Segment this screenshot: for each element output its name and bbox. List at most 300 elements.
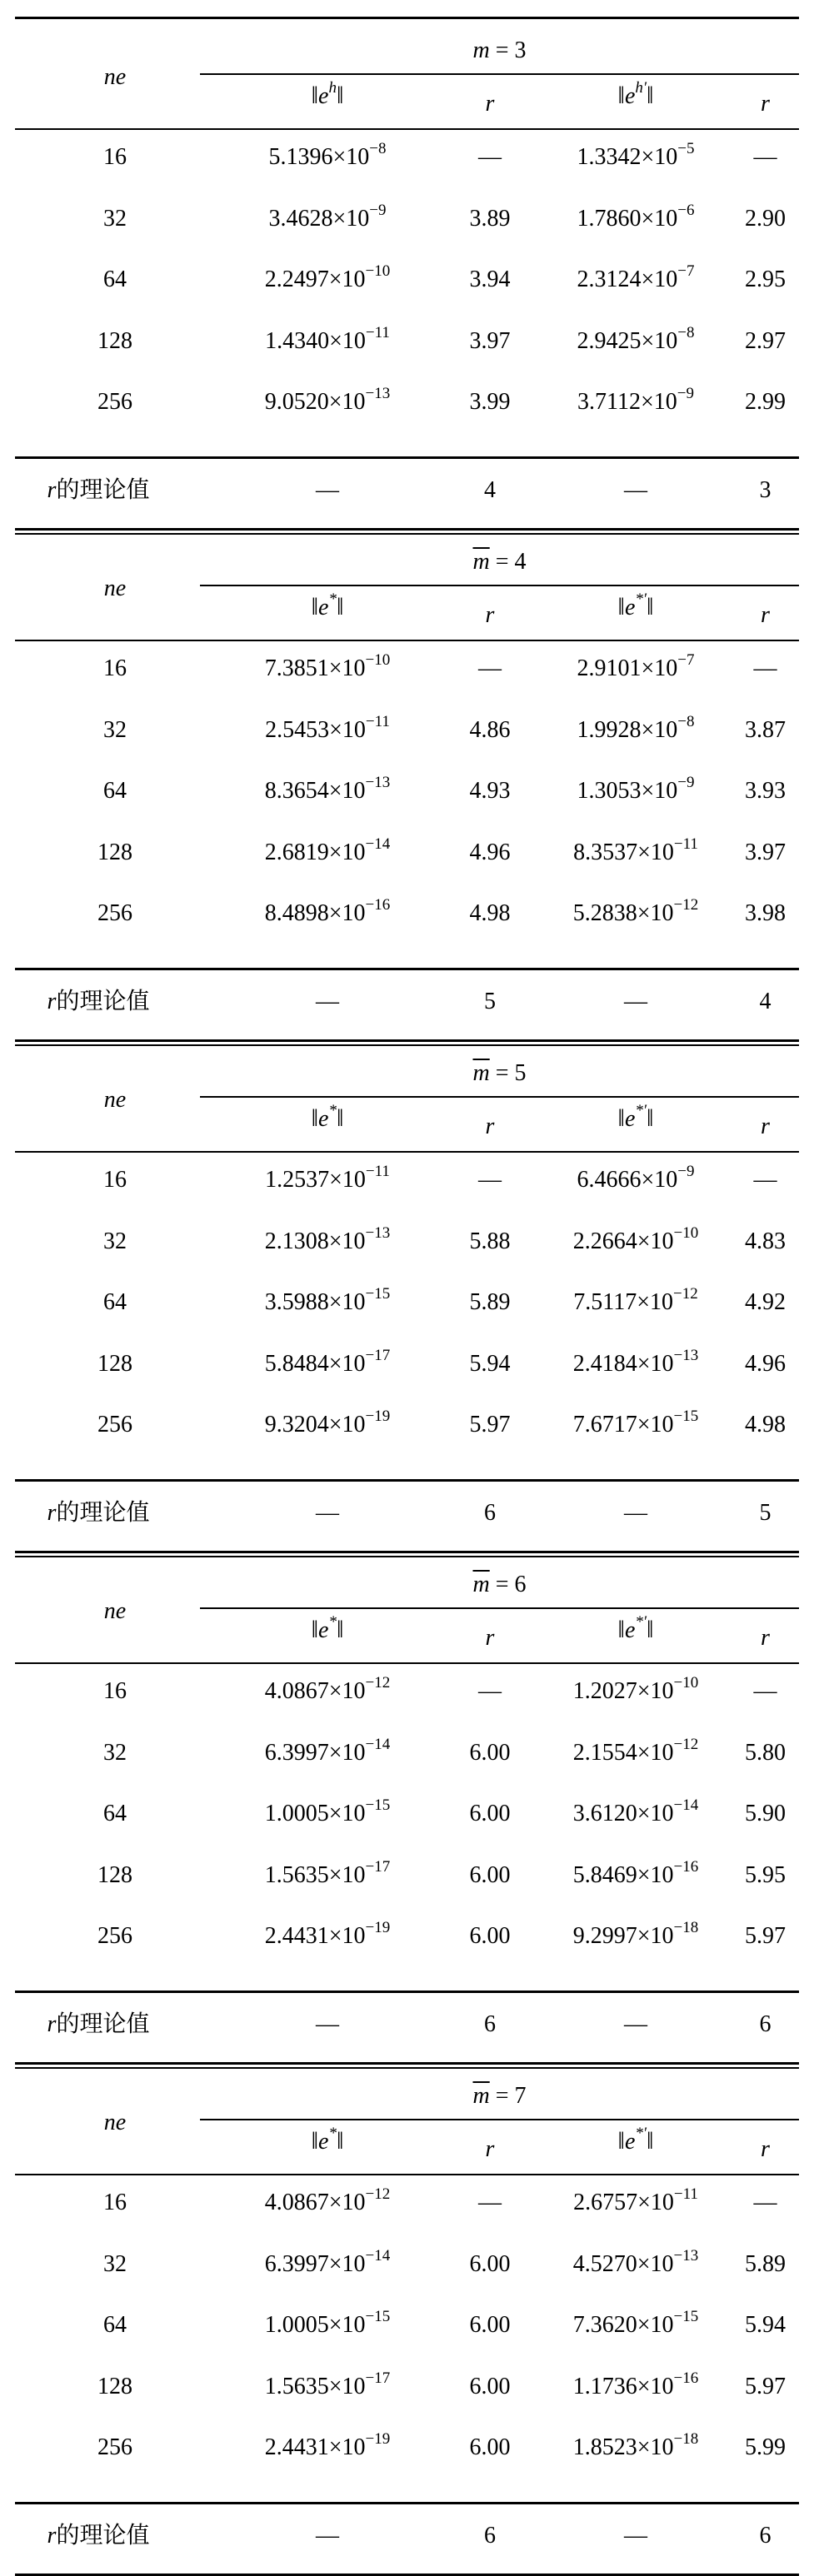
error-symbol: e (318, 595, 329, 620)
times-ten: ×10 (637, 1923, 674, 1949)
exponent: −16 (365, 896, 391, 914)
times-ten: ×10 (637, 1678, 674, 1704)
theory-text: 的理论值 (56, 1500, 150, 1526)
parameter-underline (200, 2119, 799, 2120)
times-ten: ×10 (332, 144, 370, 170)
derivative-error-value (540, 1408, 732, 1442)
mantissa: 2.3124 (577, 267, 642, 292)
mantissa: 4.5270 (572, 2250, 637, 2277)
exponent: −13 (673, 1346, 699, 1364)
mantissa: 6.3997 (264, 2250, 329, 2277)
rate-value: 6.00 (469, 2250, 511, 2277)
ne-value: 16 (103, 1167, 127, 1193)
table-block (15, 2062, 799, 2574)
error-superscript: h′ (635, 79, 647, 97)
rate-value-2: 2.99 (745, 389, 786, 415)
times-ten: ×10 (328, 2312, 366, 2338)
error-value (215, 201, 440, 236)
header-rule (15, 640, 799, 641)
parameter-header (200, 2082, 799, 2110)
theory-value-2: 6 (484, 2523, 496, 2549)
derivative-error-norm-header (540, 1104, 732, 1136)
times-ten: ×10 (640, 389, 677, 415)
error-symbol: e (624, 1617, 636, 1643)
error-superscript: *′ (635, 2125, 647, 2142)
rate-value: 4.86 (469, 716, 511, 743)
ne-value: 32 (103, 1739, 127, 1766)
times-ten: ×10 (641, 267, 678, 292)
error-value (215, 1285, 440, 1319)
rate-value-2: 2.90 (745, 205, 786, 232)
rate-header: r (485, 91, 495, 117)
exponent: −11 (673, 2185, 698, 2203)
mantissa: 3.6120 (572, 1801, 637, 1826)
rate-header: r (485, 1114, 495, 1139)
exponent: −18 (673, 1919, 699, 1936)
rate-value-2: 5.97 (745, 1923, 786, 1949)
exponent: −17 (365, 1857, 391, 1876)
mantissa: 8.3537 (573, 839, 638, 865)
times-ten: ×10 (637, 1801, 674, 1826)
mantissa: 2.5453 (265, 716, 330, 743)
theory-value-4: 3 (759, 477, 772, 503)
rate-value-2: 5.95 (745, 1861, 786, 1888)
mantissa: 2.6757 (573, 2190, 638, 2215)
header-rule (15, 1151, 799, 1153)
rate-value: 6.00 (469, 1861, 511, 1888)
rate-value-2: 3.87 (745, 716, 786, 743)
exponent: −8 (677, 712, 695, 730)
mantissa: 1.3053 (577, 778, 642, 804)
rate-value: 6.00 (469, 1739, 511, 1766)
exponent: −14 (365, 1735, 391, 1753)
rate-value-2: 3.93 (745, 778, 786, 804)
rate-value-2: 3.97 (745, 839, 786, 865)
derivative-error-norm-header (540, 2127, 732, 2159)
exponent: −16 (673, 2369, 699, 2387)
mantissa: 6.3997 (264, 1739, 329, 1766)
derivative-error-value (540, 1346, 732, 1381)
derivative-error-value (540, 1285, 732, 1319)
mantissa: 3.5988 (264, 1289, 329, 1315)
norm-bar-left: ‖ (617, 82, 625, 109)
error-value (215, 835, 440, 869)
mantissa: 1.0005 (264, 1801, 329, 1826)
error-value (215, 262, 440, 296)
error-superscript: * (328, 1102, 337, 1119)
rate-value: 6.00 (469, 2312, 511, 2338)
theory-value-1: — (316, 989, 339, 1014)
mantissa: 2.1554 (572, 1739, 637, 1766)
error-norm-header (215, 590, 440, 625)
error-value (215, 712, 440, 747)
rate-value: — (478, 655, 502, 681)
header-rule (15, 128, 799, 130)
times-ten: ×10 (328, 1739, 366, 1766)
ne-value: 256 (97, 389, 132, 415)
exponent: −8 (677, 323, 695, 341)
error-norm-header (215, 79, 440, 113)
mantissa: 8.3654 (264, 778, 329, 804)
theory-label (15, 988, 182, 1016)
exponent: −6 (677, 201, 695, 219)
exponent: −7 (677, 262, 695, 280)
theory-rule (15, 456, 799, 459)
ne-header: ne (103, 1598, 127, 1624)
mantissa: 9.3204 (264, 1412, 329, 1437)
parameter-header (200, 1059, 799, 1088)
error-value (215, 1857, 440, 1892)
derivative-error-value (540, 1919, 732, 1953)
table-block (15, 528, 799, 1039)
times-ten: ×10 (637, 2190, 674, 2215)
ne-value: 32 (103, 205, 127, 232)
times-ten: ×10 (637, 1289, 674, 1315)
derivative-error-value (540, 1163, 732, 1197)
parameter-header (200, 37, 799, 65)
rate-value-2: 4.83 (745, 1228, 786, 1254)
times-ten: ×10 (637, 839, 674, 865)
rate-value-2: 2.97 (745, 327, 786, 354)
derivative-error-norm-header (540, 590, 732, 625)
times-ten: ×10 (641, 144, 678, 170)
convergence-table (15, 17, 799, 2576)
mantissa: 2.1308 (264, 1228, 329, 1254)
ne-value: 16 (103, 2190, 127, 2215)
rate-value-2: — (753, 2190, 777, 2215)
exponent: −13 (365, 774, 391, 791)
theory-value-1: — (316, 2523, 339, 2549)
exponent: −10 (673, 1674, 699, 1692)
times-ten: ×10 (328, 267, 366, 292)
parameter-value: = 4 (489, 549, 527, 575)
times-ten: ×10 (328, 389, 366, 415)
error-value (215, 2308, 440, 2342)
rate-value: — (478, 1678, 502, 1704)
parameter-underline (200, 1607, 799, 1609)
derivative-error-value (540, 1674, 732, 1708)
exponent: −12 (673, 896, 699, 914)
rate-value-2: 5.99 (745, 2434, 786, 2460)
error-value (215, 651, 440, 685)
error-value (215, 1223, 440, 1258)
theory-value-2: 6 (484, 2011, 496, 2037)
theory-value-4: 6 (759, 2011, 772, 2037)
error-superscript: * (328, 590, 337, 608)
times-ten: ×10 (329, 716, 366, 743)
exponent: −18 (673, 2430, 699, 2448)
error-value (215, 385, 440, 419)
rate-value: 5.89 (469, 1289, 511, 1315)
parameter-header (200, 548, 799, 576)
mantissa: 1.0005 (264, 2312, 329, 2338)
ne-header: ne (103, 1087, 127, 1113)
ne-header: ne (103, 2110, 127, 2135)
norm-bar-right: ‖ (336, 2127, 344, 2155)
derivative-error-value (540, 2369, 732, 2404)
double-rule-bottom (15, 2067, 799, 2069)
norm-bar-right: ‖ (647, 2127, 654, 2155)
error-superscript: *′ (635, 1613, 647, 1631)
error-value (215, 1346, 440, 1381)
theory-text: 的理论值 (56, 2523, 150, 2549)
times-ten: ×10 (328, 2250, 366, 2277)
exponent: −11 (365, 323, 390, 341)
rate-header-2: r (761, 1625, 770, 1651)
times-ten: ×10 (637, 1739, 674, 1766)
rate-value-2: 5.97 (745, 2373, 786, 2399)
times-ten: ×10 (328, 2190, 366, 2215)
error-value (215, 2369, 440, 2404)
derivative-error-value (540, 712, 732, 747)
rate-value: 6.00 (469, 2434, 511, 2460)
double-rule-top (15, 2062, 799, 2065)
exponent: −12 (673, 1735, 699, 1753)
exponent: −11 (365, 1163, 390, 1180)
derivative-error-norm-header (540, 1613, 732, 1647)
derivative-error-value (540, 1796, 732, 1831)
derivative-error-value (540, 140, 732, 174)
ne-value: 32 (103, 716, 127, 743)
mantissa: 2.9425 (577, 327, 642, 354)
exponent: −19 (365, 2430, 391, 2448)
mantissa: 5.2838 (572, 900, 637, 926)
derivative-error-value (540, 323, 732, 358)
error-symbol: e (318, 2129, 329, 2155)
rate-value: 4.93 (469, 778, 511, 804)
error-value (215, 1674, 440, 1708)
ne-value: 32 (103, 1228, 127, 1254)
mantissa: 1.3342 (577, 144, 642, 170)
theory-value-3: — (624, 1500, 647, 1526)
error-value (215, 323, 440, 358)
theory-label (15, 2522, 182, 2550)
exponent: −13 (365, 385, 391, 402)
top-rule (15, 17, 799, 19)
error-superscript: * (328, 1613, 337, 1631)
ne-value: 128 (97, 327, 132, 354)
parameter-header (200, 1571, 799, 1599)
error-symbol: e (318, 83, 329, 109)
exponent: −9 (677, 385, 694, 402)
times-ten: ×10 (641, 205, 678, 232)
theory-label (15, 476, 182, 505)
mantissa: 2.4431 (264, 1923, 329, 1949)
double-rule-top (15, 528, 799, 531)
error-value (215, 1735, 440, 1770)
error-superscript: * (328, 2125, 337, 2142)
exponent: −14 (365, 2246, 391, 2265)
error-value (215, 1796, 440, 1831)
exponent: −12 (365, 1674, 391, 1692)
derivative-error-value (540, 651, 732, 685)
rate-value: 5.88 (469, 1228, 511, 1254)
rate-value: 5.97 (469, 1412, 511, 1437)
norm-bar-right: ‖ (647, 593, 654, 620)
rate-header: r (485, 602, 495, 628)
error-norm-header (215, 2127, 440, 2159)
norm-bar-right: ‖ (647, 1616, 654, 1643)
error-symbol: e (624, 1106, 636, 1132)
rate-value: 5.94 (469, 1350, 511, 1377)
theory-rule (15, 2502, 799, 2504)
theory-label (15, 1499, 182, 1527)
error-superscript: *′ (635, 1102, 647, 1119)
norm-bar-right: ‖ (647, 82, 654, 109)
error-value (215, 774, 440, 808)
mantissa: 2.9101 (577, 655, 642, 681)
ne-value: 128 (97, 839, 132, 865)
exponent: −11 (365, 712, 390, 730)
exponent: −5 (677, 140, 695, 157)
mantissa: 4.0867 (264, 2190, 329, 2215)
times-ten: ×10 (637, 2312, 674, 2338)
ne-value: 128 (97, 2373, 132, 2399)
derivative-error-norm-header (540, 79, 732, 113)
table-block (15, 1039, 799, 1551)
double-rule-bottom (15, 1044, 799, 1046)
mantissa: 5.8484 (264, 1350, 329, 1377)
norm-bar-left: ‖ (617, 1616, 625, 1643)
theory-r-symbol: r (47, 1500, 57, 1526)
parameter-symbol: $\overline{m}$ (472, 2083, 490, 2109)
exponent: −15 (365, 1285, 391, 1303)
rate-value-2: 4.92 (745, 1289, 786, 1315)
error-value (215, 896, 440, 930)
times-ten: ×10 (329, 1167, 366, 1193)
parameter-underline (200, 585, 799, 586)
times-ten: ×10 (641, 778, 678, 804)
mantissa: 4.0867 (264, 1678, 329, 1704)
double-rule-top (15, 1039, 799, 1042)
exponent: −17 (365, 2369, 391, 2387)
parameter-symbol: $\overline{m}$ (472, 549, 490, 575)
theory-rule (15, 1479, 799, 1482)
mantissa: 3.7112 (577, 389, 641, 415)
mantissa: 8.4898 (264, 900, 329, 926)
derivative-error-value (540, 385, 732, 419)
times-ten: ×10 (637, 2373, 674, 2399)
exponent: −15 (673, 1408, 699, 1425)
error-value (215, 2185, 440, 2220)
mantissa: 1.7860 (577, 205, 642, 232)
norm-bar-left: ‖ (617, 1104, 625, 1132)
theory-r-symbol: r (47, 989, 57, 1014)
rate-value-2: 2.95 (745, 267, 786, 292)
times-ten: ×10 (637, 2250, 674, 2277)
times-ten: ×10 (328, 1350, 366, 1377)
table-block (15, 17, 799, 528)
norm-bar-right: ‖ (647, 1104, 654, 1132)
norm-bar-left: ‖ (311, 2127, 319, 2155)
norm-bar-left: ‖ (311, 1104, 319, 1132)
exponent: −10 (673, 1223, 699, 1242)
ne-value: 64 (103, 1801, 127, 1826)
exponent: −19 (365, 1408, 391, 1425)
rate-value-2: 5.89 (745, 2250, 786, 2277)
header-rule (15, 1662, 799, 1664)
rate-header-2: r (761, 91, 770, 117)
ne-value: 16 (103, 655, 127, 681)
rate-value-2: — (753, 655, 777, 681)
norm-bar-right: ‖ (336, 593, 344, 620)
error-value (215, 2246, 440, 2281)
error-norm-header (215, 1104, 440, 1136)
rate-value: 3.89 (469, 205, 511, 232)
parameter-symbol: $\overline{m}$ (472, 1572, 490, 1597)
theory-value-3: — (624, 477, 647, 503)
mantissa: 1.9928 (577, 716, 642, 743)
times-ten: ×10 (637, 900, 674, 926)
theory-value-3: — (624, 2523, 647, 2549)
times-ten: ×10 (328, 1412, 366, 1437)
ne-value: 64 (103, 2312, 127, 2338)
theory-value-1: — (316, 477, 339, 503)
table-block (15, 1551, 799, 2062)
mantissa: 7.6717 (572, 1412, 637, 1437)
exponent: −14 (673, 1796, 699, 1814)
times-ten: ×10 (637, 1350, 674, 1377)
exponent: −9 (677, 774, 695, 791)
double-rule-top (15, 1551, 799, 1553)
ne-value: 128 (97, 1350, 132, 1377)
times-ten: ×10 (637, 1861, 674, 1888)
theory-label (15, 2010, 182, 2039)
exponent: −13 (365, 1223, 391, 1242)
ne-value: 256 (97, 1923, 132, 1949)
times-ten: ×10 (328, 778, 366, 804)
mantissa: 1.1736 (572, 2373, 637, 2399)
theory-r-symbol: r (47, 2011, 57, 2037)
norm-bar-left: ‖ (617, 2127, 625, 2155)
rate-value: 6.00 (469, 1923, 511, 1949)
times-ten: ×10 (641, 655, 678, 681)
norm-bar-left: ‖ (617, 593, 625, 620)
derivative-error-value (540, 774, 732, 808)
derivative-error-value (540, 201, 732, 236)
error-value (215, 140, 440, 174)
ne-value: 64 (103, 778, 127, 804)
ne-value: 256 (97, 2434, 132, 2460)
exponent: −19 (365, 1919, 391, 1936)
error-superscript: h (328, 79, 337, 97)
rate-value-2: 5.94 (745, 2312, 786, 2338)
ne-value: 16 (103, 144, 127, 170)
times-ten: ×10 (332, 205, 370, 232)
times-ten: ×10 (328, 839, 366, 865)
exponent: −10 (365, 651, 391, 669)
exponent: −15 (365, 1796, 391, 1814)
ne-value: 32 (103, 2250, 127, 2277)
times-ten: ×10 (329, 327, 366, 354)
theory-text: 的理论值 (56, 2011, 150, 2037)
mantissa: 5.1396 (268, 144, 333, 170)
exponent: −17 (365, 1346, 391, 1364)
rate-value: 6.00 (469, 1801, 511, 1826)
theory-text: 的理论值 (56, 477, 150, 503)
rate-value: 4.96 (469, 839, 511, 865)
exponent: −15 (365, 2308, 391, 2325)
error-value (215, 1163, 440, 1197)
times-ten: ×10 (641, 1167, 678, 1193)
rate-value-2: 3.98 (745, 900, 786, 926)
exponent: −10 (365, 262, 391, 280)
error-symbol: e (318, 1106, 329, 1132)
times-ten: ×10 (641, 716, 678, 743)
times-ten: ×10 (637, 1412, 674, 1437)
theory-value-2: 5 (484, 989, 496, 1014)
mantissa: 2.2497 (264, 267, 329, 292)
